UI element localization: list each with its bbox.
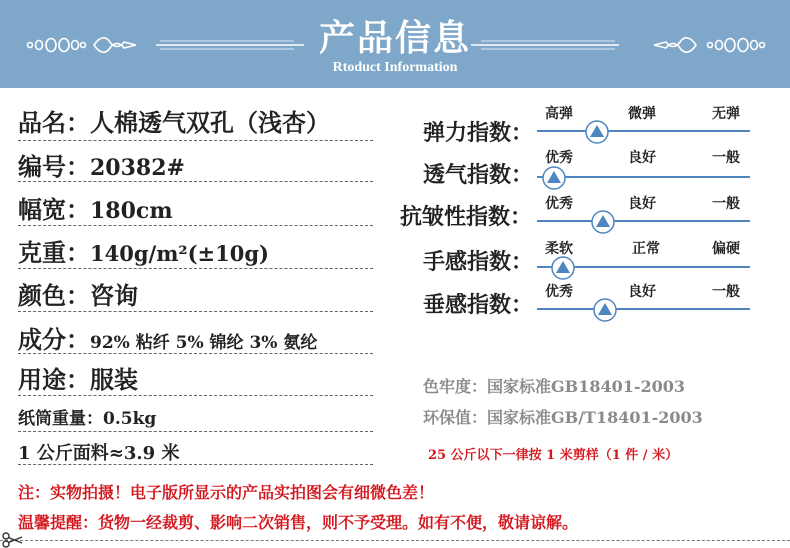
sample-policy-note: 25 公斤以下一律按 1 米剪样（1 件 / 米） — [428, 448, 679, 463]
header-banner — [0, 0, 790, 88]
index-level: 良好 — [628, 196, 656, 212]
info-label: 纸筒重量： — [18, 409, 103, 429]
index-level: 良好 — [628, 284, 656, 300]
info-value: 人棉透气双孔（浅杏） — [90, 108, 330, 137]
index-level: 优秀 — [545, 150, 573, 166]
triangle-marker-icon — [593, 298, 617, 322]
scissors-icon — [2, 532, 24, 548]
index-label: 手感指数： — [423, 249, 534, 275]
info-row-code — [18, 147, 373, 182]
info-value: 180cm — [90, 198, 173, 224]
info-row-tube-weight — [18, 404, 373, 432]
cut-line — [0, 540, 790, 541]
info-label: 用途： — [18, 365, 90, 394]
eco-standard: 环保值：国家标准GB/T18401-2003 — [423, 408, 703, 427]
index-level: 柔软 — [545, 241, 573, 257]
index-level: 微弹 — [628, 106, 656, 122]
info-value: 咨询 — [90, 281, 138, 310]
info-row-width — [18, 190, 373, 226]
info-label: 成分： — [18, 325, 90, 354]
index-scale-line — [537, 130, 750, 132]
info-value: 20382# — [90, 155, 185, 181]
index-scale-line — [537, 220, 750, 222]
index-label: 抗皱性指数： — [400, 204, 533, 230]
triangle-marker-icon — [585, 120, 609, 144]
info-row-yield — [18, 439, 373, 465]
index-level: 偏硬 — [712, 241, 740, 257]
index-level: 优秀 — [545, 196, 573, 212]
index-level: 一般 — [712, 196, 740, 212]
info-row-composition — [18, 320, 373, 354]
info-row-usage — [18, 360, 373, 396]
index-label: 弹力指数： — [423, 120, 534, 146]
info-label: 颜色： — [18, 281, 90, 310]
index-level: 一般 — [712, 150, 740, 166]
info-value: 140g/m²(±10g) — [90, 241, 269, 266]
index-scale-line — [537, 176, 750, 178]
index-scale-line — [537, 308, 750, 310]
index-level: 无弹 — [712, 106, 740, 122]
page-title: 产品信息 — [318, 17, 471, 59]
info-value: 3.9 米 — [123, 443, 180, 464]
info-row-weight — [18, 233, 373, 269]
info-label: 幅宽： — [18, 195, 90, 224]
info-value: 0.5kg — [103, 409, 157, 429]
triangle-marker-icon — [551, 256, 575, 280]
index-label: 透气指数： — [423, 162, 534, 188]
info-value: 92% 粘纤 5% 锦纶 3% 氨纶 — [90, 333, 318, 353]
index-level: 高弹 — [545, 106, 573, 122]
info-label: 编号： — [18, 152, 90, 181]
ornament-right-icon — [466, 30, 766, 60]
info-label: 1 公斤面料≈ — [18, 443, 124, 464]
index-level: 良好 — [628, 150, 656, 166]
color-fastness-standard: 色牢度：国家标准GB18401-2003 — [423, 377, 686, 396]
info-label: 克重： — [18, 238, 90, 267]
page-subtitle: Rtoduct Information — [332, 60, 458, 75]
cutting-policy-note: 温馨提醒：货物一经裁剪、影响二次销售，则不予受理。如有不便，敬请谅解。 — [18, 513, 579, 532]
color-difference-note: 注：实物拍摄！电子版所显示的产品实拍图会有细微色差！ — [18, 483, 435, 502]
info-value: 服装 — [90, 365, 138, 394]
index-label: 垂感指数： — [423, 292, 534, 318]
index-level: 优秀 — [545, 284, 573, 300]
info-row-color — [18, 276, 373, 312]
index-level: 正常 — [632, 241, 660, 257]
index-level: 一般 — [712, 284, 740, 300]
triangle-marker-icon — [591, 210, 615, 234]
info-row-name — [18, 103, 373, 141]
triangle-marker-icon — [542, 166, 566, 190]
info-label: 品名： — [18, 108, 90, 137]
